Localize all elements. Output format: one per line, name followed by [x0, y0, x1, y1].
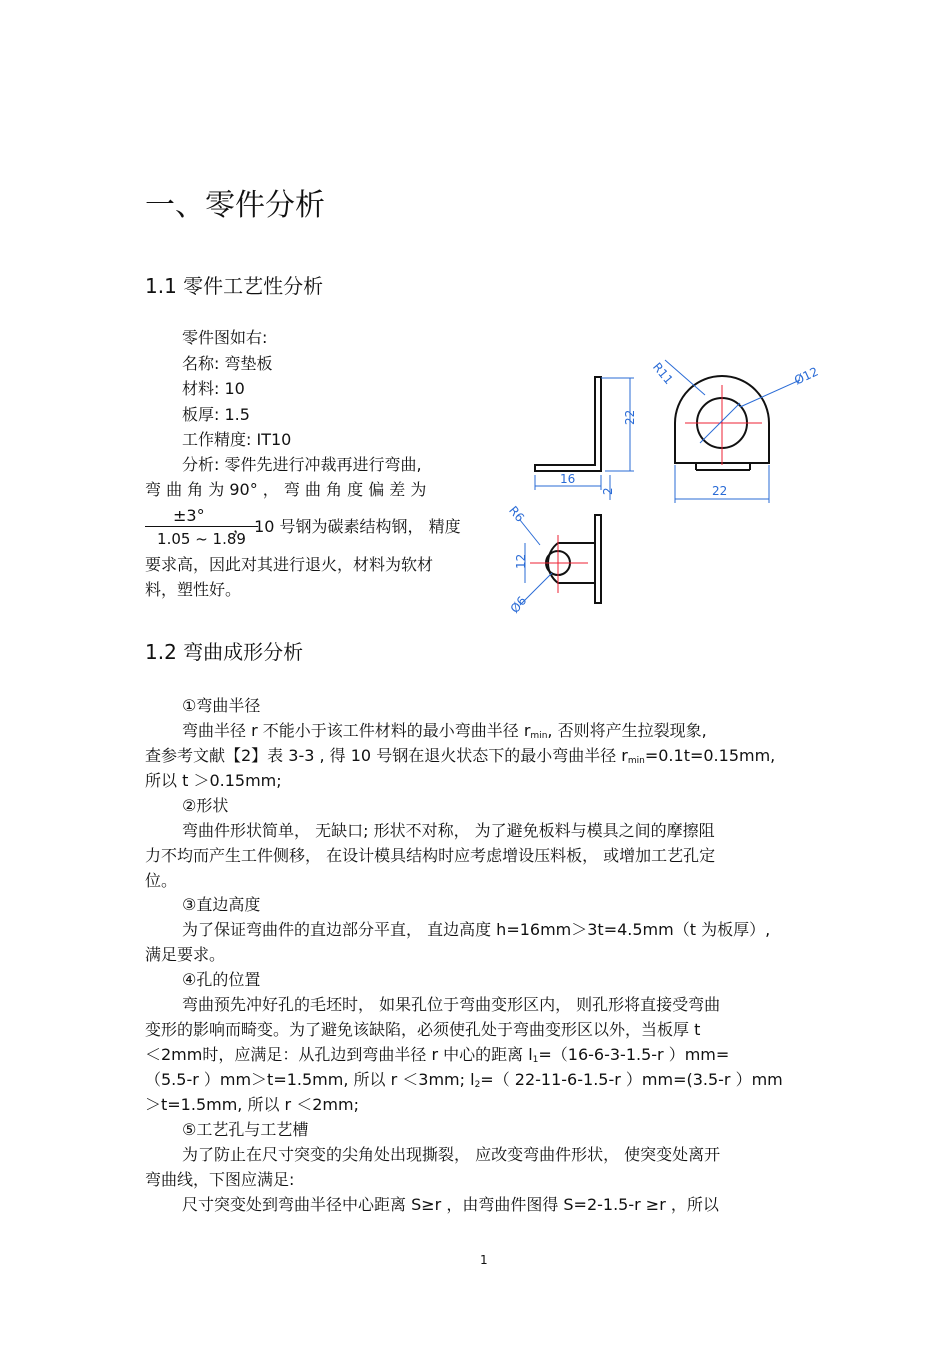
text-line: 变形的影响而畸变。为了避免该缺陷，必须使孔处于弯曲变形区以外，当板厚 t — [145, 1020, 701, 1039]
chapter-heading: 一、零件分析 — [145, 188, 325, 223]
dim-phi12: Ø12 — [792, 364, 821, 388]
text-line: 为了防止在尺寸突变的尖角处出现撕裂， 应改变弯曲件形状， 使突变处离开 — [182, 1145, 721, 1164]
subheading-process-hole: ⑤工艺孔与工艺槽 — [182, 1120, 309, 1139]
text-line: ， 10 号钢为碳素结构钢， 精度 — [233, 517, 461, 536]
subheading-height: ③直边高度 — [182, 895, 261, 914]
text-line: 为了保证弯曲件的直边部分平直， 直边高度 h=16mm＞3t=4.5mm（t 为板厚）, — [182, 920, 771, 939]
text-line: 弯 曲 角 为 90° ， 弯 曲 角 度 偏 差 为 — [145, 480, 427, 499]
dim-12: 12 — [514, 553, 528, 569]
fraction-numerator: ±3° — [145, 506, 258, 527]
dim-2: 2 — [601, 487, 615, 495]
text-line: ＜2mm时，应满足：从孔边到弯曲半径 r 中心的距离 $l_1=(16-6-3-1.5-r$ ）mm= — [145, 1045, 730, 1065]
text-line: 弯曲预先冲好孔的毛坯时， 如果孔位于弯曲变形区内， 则孔形将直接受弯曲 — [182, 995, 721, 1014]
text-line: 查参考文献【2】表 3-3 , 得 10 号钢在退火状态下的最小弯曲半径 $r_{min}=0.1t=0.15mm$, — [145, 746, 776, 766]
subheading-radius: ①弯曲半径 — [182, 696, 261, 715]
text-line: 材料: 10 — [182, 379, 245, 398]
text-line: ＞t=1.5mm, 所以 r ＜2mm; — [145, 1095, 359, 1114]
subheading-hole: ④孔的位置 — [182, 970, 261, 989]
dim-phi6: Ø6 — [507, 593, 530, 616]
text-line: 位。 — [145, 871, 178, 890]
text-line: 满足要求。 — [145, 945, 226, 964]
text-line: 弯曲件形状简单， 无缺口; 形状不对称， 为了避免板料与模具之间的摩擦阻 — [182, 821, 715, 840]
text-line: 尺寸突变处到弯曲半径中心距离 S≥r ，由弯曲件图得 S=2-1.5-r ≥r ，所以 — [182, 1195, 719, 1214]
dim-22-horizontal: 22 — [712, 484, 728, 498]
text-line: （5.5-r ）mm＞t=1.5mm, 所以 r ＜3mm; $l_2=$（ 22-11-6-1.5-r ）mm=(3.5-r ）mm — [145, 1070, 783, 1090]
dim-R6: R6 — [506, 503, 528, 525]
dim-22-vertical: 22 — [623, 409, 637, 425]
text-line: 料，塑性好。 — [145, 580, 242, 599]
section-1-1-title: 1.1 零件工艺性分析 — [145, 274, 324, 298]
dim-16: 16 — [560, 472, 576, 486]
part-drawing — [500, 345, 830, 620]
page-number: 1 — [480, 1253, 488, 1267]
text-line: 名称: 弯垫板 — [182, 354, 273, 373]
section-1-2-title: 1.2 弯曲成形分析 — [145, 640, 304, 664]
text-line: 工作精度: IT10 — [182, 430, 292, 449]
text-line: 分析: 零件先进行冲裁再进行弯曲, — [182, 455, 422, 474]
text-line: 弯曲半径 r 不能小于该工件材料的最小弯曲半径 $r_{min}$, 否则将产生拉裂现象, — [182, 721, 707, 741]
text-line: 要求高，因此对其进行退火，材料为软材 — [145, 555, 434, 574]
text-line: 零件图如右: — [182, 328, 268, 347]
text-line: 所以 t ＞0.15mm; — [145, 771, 282, 790]
text-line: 弯曲线，下图应满足: — [145, 1170, 295, 1189]
fraction-denominator: 1.05 ~ 1.89 — [157, 530, 246, 548]
dim-R11: R11 — [649, 359, 676, 388]
text-line: 板厚: 1.5 — [182, 405, 250, 424]
text-line: 力不均而产生工件侧移， 在设计模具结构时应考虑增设压料板， 或增加工艺孔定 — [145, 846, 716, 865]
subheading-shape: ②形状 — [182, 796, 229, 815]
